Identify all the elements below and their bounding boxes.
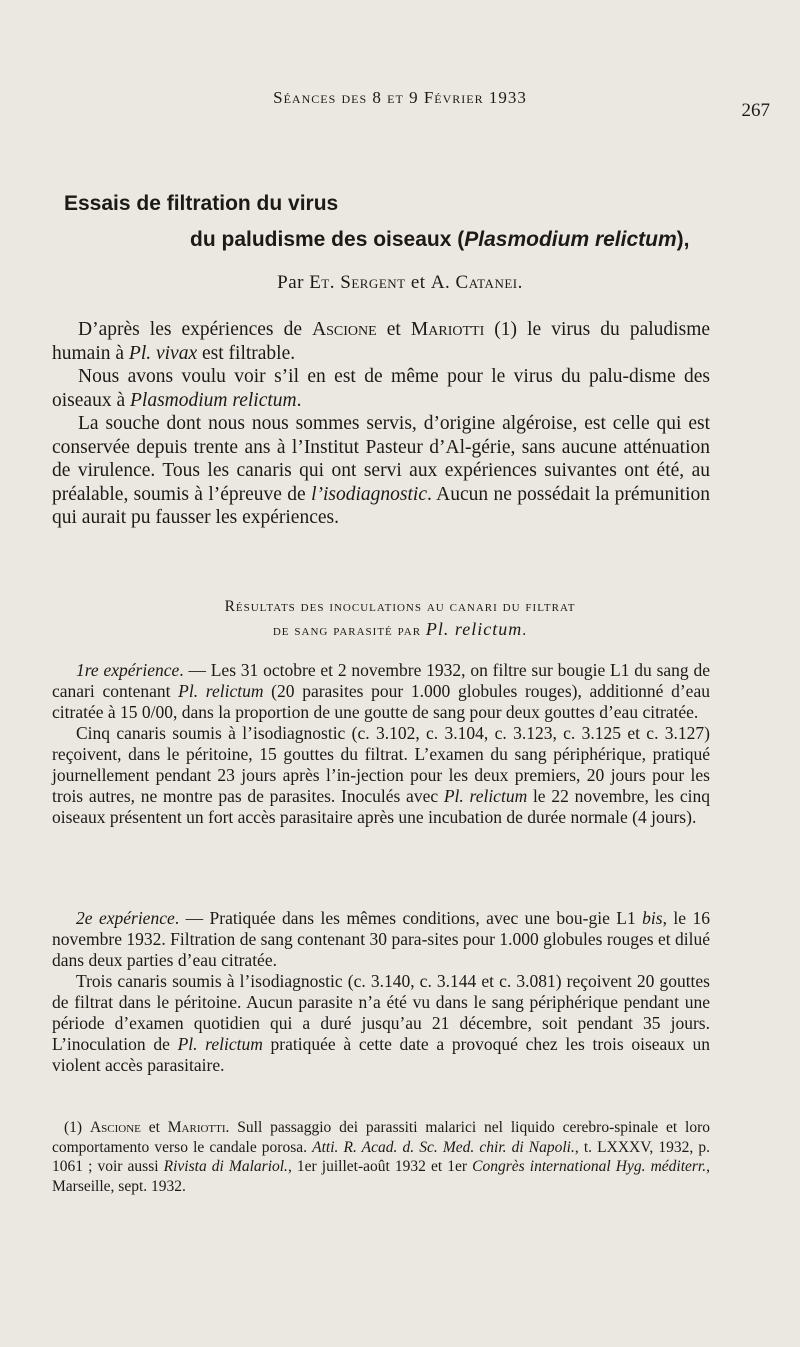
journal-title: Atti. R. Acad. d. Sc. Med. chir. di Napoli. <box>312 1138 575 1156</box>
text: . <box>296 389 302 411</box>
paragraph-3 <box>52 412 710 530</box>
congress-title: Congrès international Hyg. méditerr. <box>472 1158 707 1175</box>
text: pratiquée à cette date a provoqué chez les trois oiseaux un violent accès parasitaire. <box>52 1034 710 1075</box>
text: et <box>140 1119 168 1136</box>
article-title-line-1: Essais de filtration du virus <box>64 192 339 215</box>
title-species: Plasmodium relictum <box>464 228 677 251</box>
footnote-number: (1) <box>64 1119 90 1136</box>
authors-line <box>0 272 800 294</box>
text: , Marseille, sept. 1932. <box>52 1158 711 1195</box>
text: D’après les expériences de <box>78 319 313 340</box>
term-isodiagnostic: l’isodiagnostic <box>311 483 428 505</box>
species-name: Pl. relictum <box>177 1034 263 1054</box>
experiment-label: 2e expérience <box>76 908 175 928</box>
species-name: Pl. relictum <box>425 619 523 639</box>
paragraph-2 <box>52 365 710 412</box>
author-1: Et. Sergent <box>309 272 406 293</box>
text: (1) le virus du paludisme humain à <box>52 319 711 364</box>
text: . — Pratiquée dans les mêmes conditions, avec une bou-gie L1 <box>174 908 643 928</box>
experiment-1-paragraph-1 <box>52 660 710 723</box>
author-2: A. Catanei. <box>430 272 523 293</box>
text: Nous avons voulu voir s’il en est de même pour le virus du palu-disme des oiseaux à <box>52 366 710 411</box>
text: , le 16 novembre 1932. Filtration de sang contenant 30 para-sites pour 1.000 globules rouges et dilué dans deux parties d’eau citratée. <box>52 908 710 970</box>
footnote-1 <box>52 1118 710 1196</box>
journal-title: Rivista di Malariol. <box>163 1158 288 1175</box>
experiment-label: 1re expérience <box>76 660 180 680</box>
experiment-2-paragraph-2 <box>52 971 710 1076</box>
section-heading-line-1: Résultats des inoculations au canari du filtrat <box>224 598 576 615</box>
text: est filtrable. <box>197 342 296 364</box>
footnote <box>52 1118 710 1196</box>
page-number: 267 <box>741 100 770 121</box>
author-name: Mariotti <box>167 1119 226 1136</box>
text: La souche dont nous nous sommes servis, d’origine algéroise, est celle qui est conservée depuis trente ans à l’Institut Pasteur d’Al-gérie, sans aucune atténuation de virulence. Tous les canaris qui ont servi aux expériences suivantes ont été, au préalable, soumis à l’épreuve de <box>52 413 710 505</box>
experiment-2 <box>52 908 710 1076</box>
species-name: Pl. relictum <box>178 681 264 701</box>
author-name: Ascione <box>89 1119 141 1136</box>
text: . — Les 31 octobre et 2 novembre 1932, on filtre sur bougie L1 du sang de canari contenant <box>52 660 710 701</box>
text: de sang parasité par <box>272 622 426 639</box>
species-name: Plasmodium relictum <box>129 389 297 411</box>
intro-text <box>52 318 710 530</box>
paragraph-1 <box>52 318 710 365</box>
author-name: Mariotti <box>410 319 485 340</box>
title-text: du paludisme des oiseaux ( <box>190 228 465 251</box>
species-name: Pl. relictum <box>443 786 528 806</box>
text: Cinq canaris soumis à l’isodiagnostic (c. 3.102, c. 3.104, c. 3.123, c. 3.125 et c. 3.127) reçoivent, dans le péritoine, 15 gouttes du filtrat. L’examen du sang périphérique, pratiqué journellement pendant 23 jours après l’in-jection pour les deux premiers, 20 jours pour les trois autres, ne montre pas de parasites. Inoculés avec <box>52 723 710 806</box>
section-heading-line-2 <box>0 618 800 642</box>
text: Trois canaris soumis à l’isodiagnostic (c. 3.140, c. 3.144 et c. 3.081) reçoivent 20 gouttes de filtrat dans le péritoine. Aucun parasite n’a été vu dans le sang périphérique pendant une période d’examen quotidien qui a duré jusqu’au 21 décembre, soit pendant 35 jours. L’inoculation de <box>52 971 710 1054</box>
authors-prefix: Par <box>277 272 310 293</box>
running-head: Séances des 8 et 9 Février 1933 <box>273 88 527 107</box>
title-text-end: ), <box>676 228 690 251</box>
experiment-2-paragraph-1 <box>52 908 710 971</box>
text: . Sull passaggio dei parassiti malarici nel liquido cerebro-spinale et loro comportamento verso le candale porosa. <box>52 1119 710 1156</box>
experiment-1-paragraph-2 <box>52 723 710 828</box>
species-name: Pl. vivax <box>128 342 198 364</box>
text: . Aucun ne possédait la prémunition qui aurait pu fausser les expériences. <box>52 483 710 528</box>
text: le 22 novembre, les cinq oiseaux présentent un fort accès parasitaire après une incubation de durée normale (4 jours). <box>52 786 710 827</box>
article-title-line-2 <box>190 228 689 252</box>
author-name: Ascione <box>312 319 377 340</box>
text: . <box>522 622 528 639</box>
text: (20 parasites pour 1.000 globules rouges), additionné d’eau citratée à 15 0/00, dans la proportion de une goutte de sang pour deux gouttes d’eau citratée. <box>52 681 710 722</box>
term-bis: bis <box>642 908 663 928</box>
text: , t. LXXXV, 1932, p. 1061 ; voir aussi <box>52 1138 710 1175</box>
text: et <box>376 319 411 340</box>
section-heading <box>0 596 800 642</box>
authors-and: et <box>405 272 431 293</box>
experiment-1 <box>52 660 710 828</box>
text: , 1er juillet-août 1932 et 1er <box>287 1158 473 1175</box>
